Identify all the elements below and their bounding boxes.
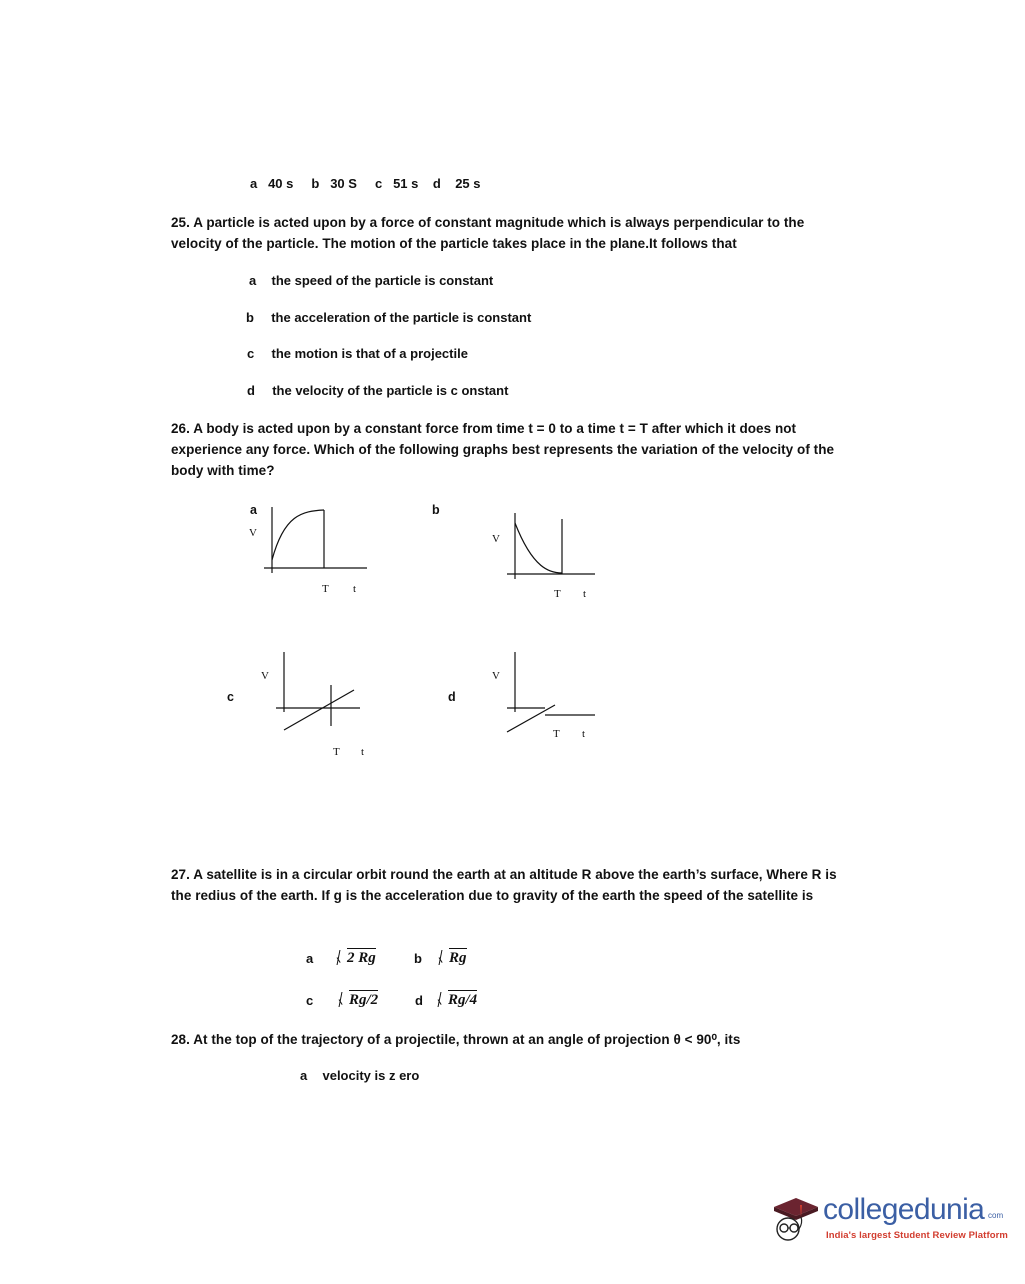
- option-key: b: [246, 310, 254, 325]
- graph-d-plot: [505, 650, 615, 740]
- option-key: d: [247, 383, 255, 398]
- graph-c-y-label: V: [261, 670, 269, 682]
- radical-content: Rg/2: [349, 992, 379, 1008]
- graph-label-c: c: [227, 690, 234, 704]
- question-27-option-b-key: b: [414, 951, 422, 966]
- option-key: a: [300, 1068, 308, 1083]
- graph-label-d: d: [448, 690, 456, 704]
- graph-c-x-t-label: t: [361, 746, 365, 758]
- question-27-option-b-value: [438, 946, 467, 967]
- option-label: the velocity of the particle is c onstant: [272, 383, 509, 398]
- question-27-option-d-key: d: [415, 993, 423, 1008]
- graph-b-plot: [505, 511, 615, 591]
- radical-content: Rg/4: [448, 992, 478, 1008]
- logo-wordmark: collegedunia: [823, 1193, 985, 1226]
- graph-b-x-T-label: T: [554, 588, 561, 600]
- graph-c-x-T-label: T: [333, 746, 340, 758]
- logo-domain-suffix: com: [988, 1211, 1004, 1220]
- graph-label-a: a: [250, 503, 257, 517]
- question-25-option-d: [247, 383, 508, 398]
- graph-a-plot: [262, 505, 372, 585]
- option-label: the motion is that of a projectile: [271, 346, 468, 361]
- graph-c-plot: [274, 650, 384, 740]
- collegedunia-logo: [760, 1185, 1010, 1270]
- question-25-option-a: [249, 273, 493, 288]
- graduation-cap-icon: [770, 1191, 822, 1243]
- question-27-option-c-value: [338, 988, 378, 1009]
- question-28-option-a: [300, 1068, 419, 1083]
- option-key: a: [249, 273, 257, 288]
- graph-a-y-label: V: [249, 527, 257, 539]
- question-27-option-c-key: c: [306, 993, 314, 1008]
- graph-d-y-label: V: [492, 670, 500, 682]
- logo-tagline: India's largest Student Review Platform: [826, 1230, 1008, 1241]
- graph-d-x-T-label: T: [553, 728, 560, 740]
- question-25-option-c: [247, 346, 468, 361]
- option-key: c: [247, 346, 255, 361]
- question-27-option-a-value: [336, 946, 376, 967]
- radical-content: 2 Rg: [347, 950, 376, 966]
- graph-a-x-T-label: T: [322, 583, 329, 595]
- question-27-option-d-value: [437, 988, 477, 1009]
- radical-content: Rg: [449, 950, 467, 966]
- previous-question-options: a 40 s b 30 S c 51 s d 25 s: [250, 176, 481, 191]
- graph-b-y-label: V: [492, 533, 500, 545]
- option-label: the speed of the particle is constant: [271, 273, 494, 288]
- question-27-text: 27. A satellite is in a circular orbit round the earth at an altitude R above the earth’s surface, Where R is the redius of the earth. If g is the acceleration due to gravity of the earth the speed of the satellite is: [171, 867, 837, 903]
- question-26-text: 26. A body is acted upon by a constant force from time t = 0 to a time t = T after which it does not experience any force. Which of the following graphs best represents the variation of the velocity of the body with time?: [171, 421, 835, 478]
- option-label: velocity is z ero: [322, 1068, 420, 1083]
- question-25-option-b: [246, 310, 531, 325]
- option-label: the acceleration of the particle is constant: [271, 310, 532, 325]
- graph-a-x-t-label: t: [353, 583, 357, 595]
- question-25-text: 25. A particle is acted upon by a force of constant magnitude which is always perpendicular to the velocity of the particle. The motion of the particle takes place in the plane.It follows that: [171, 215, 805, 251]
- question-27-option-a-key: a: [306, 951, 314, 966]
- question-28-text: 28. At the top of the trajectory of a projectile, thrown at an angle of projection θ < 90⁰, its: [171, 1032, 741, 1047]
- graph-label-b: b: [432, 503, 440, 517]
- graph-b-x-t-label: t: [583, 588, 587, 600]
- graph-d-x-t-label: t: [582, 728, 586, 740]
